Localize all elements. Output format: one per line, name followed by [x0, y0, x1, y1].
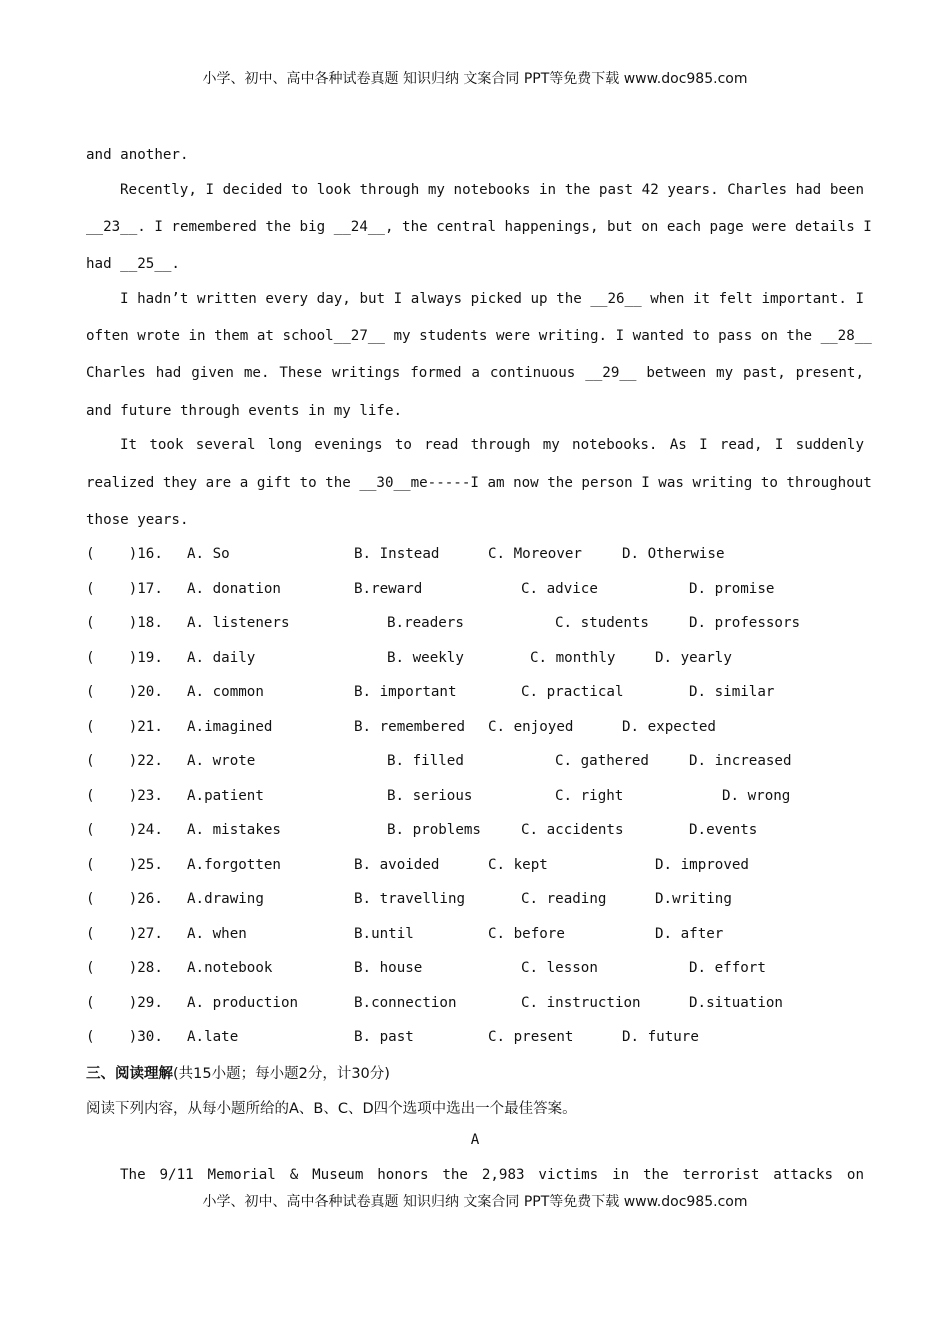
option-d[interactable]: D. wrong — [722, 788, 791, 804]
option-a[interactable]: A.drawing — [187, 891, 264, 907]
option-b[interactable]: B. avoided — [354, 857, 440, 873]
section-title-bold: 三、阅读理解 — [86, 1066, 173, 1082]
question-number: ( )28. — [86, 960, 163, 976]
question-number: ( )27. — [86, 926, 163, 942]
option-b[interactable]: B. problems — [387, 822, 481, 838]
option-b[interactable]: B.connection — [354, 995, 457, 1011]
passage-line-3: __23__. I remembered the big __24__, the central happenings, but on each page were details I — [86, 219, 872, 235]
option-a[interactable]: A.notebook — [187, 960, 273, 976]
option-c[interactable]: C. enjoyed — [488, 719, 574, 735]
page-footer: 小学、初中、高中各种试卷真题 知识归纳 文案合同 PPT等免费下载 www.doc985.com — [202, 1194, 748, 1210]
question-number: ( )24. — [86, 822, 163, 838]
option-a[interactable]: A.patient — [187, 788, 264, 804]
option-a[interactable]: A.forgotten — [187, 857, 281, 873]
question-number: ( )19. — [86, 650, 163, 666]
option-c[interactable]: C. kept — [488, 857, 548, 873]
option-d[interactable]: D. after — [655, 926, 724, 942]
option-b[interactable]: B. weekly — [387, 650, 464, 666]
question-number: ( )22. — [86, 753, 163, 769]
option-d[interactable]: D.situation — [689, 995, 783, 1011]
option-c[interactable]: C. accidents — [521, 822, 624, 838]
option-a[interactable]: A. mistakes — [187, 822, 281, 838]
option-b[interactable]: B. remembered — [354, 719, 466, 735]
option-c[interactable]: C. students — [555, 615, 649, 631]
option-c[interactable]: C. before — [488, 926, 565, 942]
section-instruction: 阅读下列内容，从每小题所给的A、B、C、D四个选项中选出一个最佳答案。 — [86, 1101, 577, 1117]
question-number: ( )18. — [86, 615, 163, 631]
option-d[interactable]: D. effort — [689, 960, 766, 976]
option-c[interactable]: C. right — [555, 788, 624, 804]
option-d[interactable]: D. expected — [622, 719, 716, 735]
option-b[interactable]: B. Instead — [354, 546, 440, 562]
option-d[interactable]: D. promise — [689, 581, 775, 597]
part-label: A — [470, 1132, 480, 1148]
option-a[interactable]: A. So — [187, 546, 230, 562]
option-d[interactable]: D. improved — [655, 857, 749, 873]
option-b[interactable]: B. serious — [387, 788, 473, 804]
section-title-rest: (共15小题；每小题2分，计30分) — [173, 1066, 390, 1082]
section-title — [86, 1062, 390, 1083]
option-c[interactable]: C. gathered — [555, 753, 649, 769]
option-b[interactable]: B. travelling — [354, 891, 466, 907]
option-c[interactable]: C. instruction — [521, 995, 641, 1011]
passage-line-8: and future through events in my life. — [86, 403, 403, 419]
option-b[interactable]: B.reward — [354, 581, 423, 597]
option-d[interactable]: D. professors — [689, 615, 801, 631]
option-d[interactable]: D. Otherwise — [622, 546, 725, 562]
passage-line-4: had __25__. — [86, 256, 180, 272]
question-number: ( )25. — [86, 857, 163, 873]
question-number: ( )16. — [86, 546, 163, 562]
option-d[interactable]: D. similar — [689, 684, 775, 700]
option-b[interactable]: B. important — [354, 684, 457, 700]
question-number: ( )26. — [86, 891, 163, 907]
passage-line-5: I hadn’t written every day, but I always picked up the __26__ when it felt important. I — [120, 291, 864, 307]
option-d[interactable]: D.writing — [655, 891, 732, 907]
question-number: ( )21. — [86, 719, 163, 735]
option-b[interactable]: B.readers — [387, 615, 464, 631]
question-number: ( )17. — [86, 581, 163, 597]
option-b[interactable]: B. past — [354, 1029, 414, 1045]
option-a[interactable]: A. production — [187, 995, 299, 1011]
question-number: ( )30. — [86, 1029, 163, 1045]
option-d[interactable]: D. increased — [689, 753, 792, 769]
option-c[interactable]: C. monthly — [530, 650, 616, 666]
option-d[interactable]: D.events — [689, 822, 758, 838]
option-c[interactable]: C. lesson — [521, 960, 598, 976]
option-b[interactable]: B.until — [354, 926, 414, 942]
option-a[interactable]: A. when — [187, 926, 247, 942]
option-a[interactable]: A. donation — [187, 581, 281, 597]
option-b[interactable]: B. filled — [387, 753, 464, 769]
passage-line-1: and another. — [86, 147, 189, 163]
passage-line-10: realized they are a gift to the __30__me-----I am now the person I was writing to throughout — [86, 475, 872, 491]
option-d[interactable]: D. yearly — [655, 650, 732, 666]
question-number: ( )20. — [86, 684, 163, 700]
option-a[interactable]: A.imagined — [187, 719, 273, 735]
option-c[interactable]: C. reading — [521, 891, 607, 907]
passage-line-11: those years. — [86, 512, 189, 528]
option-b[interactable]: B. house — [354, 960, 423, 976]
question-number: ( )23. — [86, 788, 163, 804]
passage-line-9: It took several long evenings to read through my notebooks. As I read, I suddenly — [120, 437, 864, 453]
reading-first-line: The 9/11 Memorial & Museum honors the 2,983 victims in the terrorist attacks on — [120, 1167, 864, 1183]
passage-line-6: often wrote in them at school__27__ my students were writing. I wanted to pass on the __28__ — [86, 328, 872, 344]
option-a[interactable]: A.late — [187, 1029, 239, 1045]
option-a[interactable]: A. wrote — [187, 753, 256, 769]
option-c[interactable]: C. practical — [521, 684, 624, 700]
passage-line-7: Charles had given me. These writings formed a continuous __29__ between my past, present, — [86, 365, 864, 381]
option-c[interactable]: C. Moreover — [488, 546, 582, 562]
option-a[interactable]: A. common — [187, 684, 264, 700]
passage-line-2: Recently, I decided to look through my notebooks in the past 42 years. Charles had been — [120, 182, 864, 198]
page-header: 小学、初中、高中各种试卷真题 知识归纳 文案合同 PPT等免费下载 www.doc985.com — [202, 71, 748, 87]
option-d[interactable]: D. future — [622, 1029, 699, 1045]
option-a[interactable]: A. daily — [187, 650, 256, 666]
option-a[interactable]: A. listeners — [187, 615, 290, 631]
question-number: ( )29. — [86, 995, 163, 1011]
option-c[interactable]: C. present — [488, 1029, 574, 1045]
option-c[interactable]: C. advice — [521, 581, 598, 597]
